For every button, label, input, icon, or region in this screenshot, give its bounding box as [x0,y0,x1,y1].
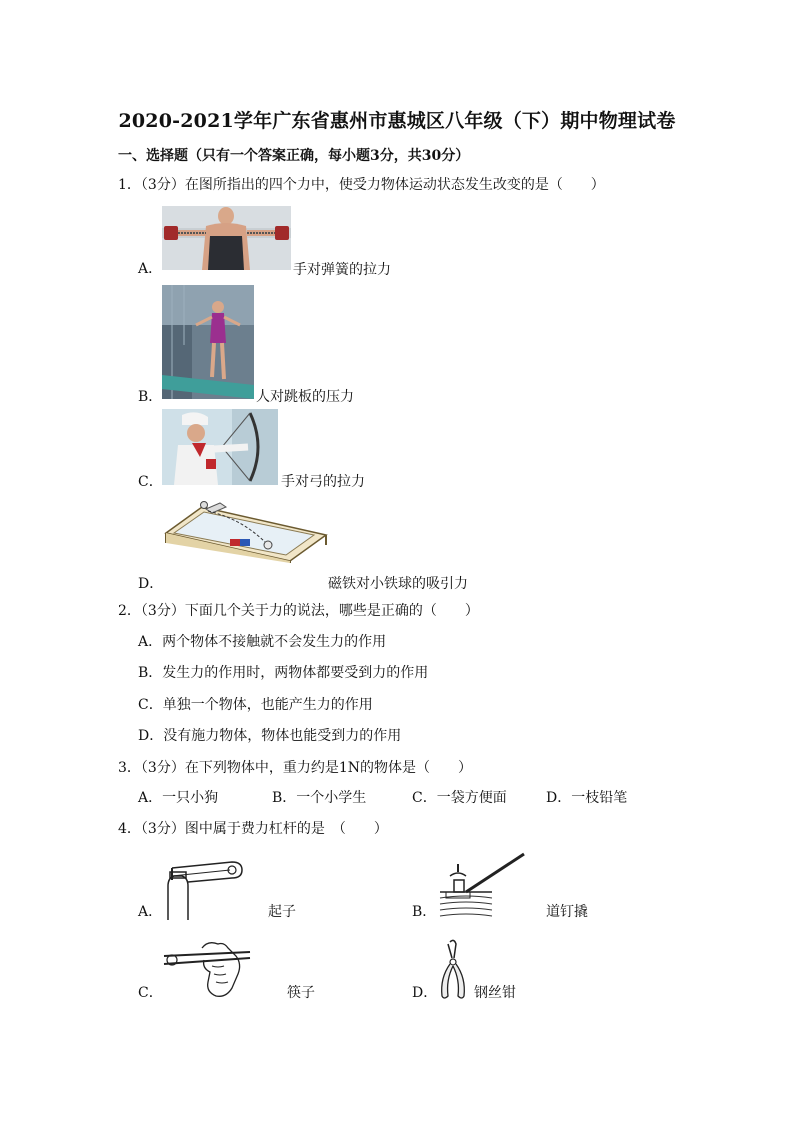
q1-option-b-letter: B． [138,389,163,405]
q3-option-a: A．一只小狗 [138,790,219,806]
q4-option-d-text: 钢丝钳 [474,985,516,1001]
question-4-stem: 4．（3分）图中属于费力杠杆的是 （ ） [118,821,388,837]
q4-option-a-letter: A． [138,904,163,920]
q1-option-d-letter: D． [138,576,164,592]
q1-option-d-text: 磁铁对小铁球的吸引力 [328,576,468,592]
q4-option-c-text: 筷子 [287,985,315,1001]
q3-option-b: B．一个小学生 [272,790,367,806]
q4-option-a-image [160,856,244,920]
q1-option-c-image [162,409,278,485]
q4-option-b-letter: B． [412,904,437,920]
q4-option-b-text: 道钉撬 [546,904,588,920]
q1-option-a-text: 手对弹簧的拉力 [293,262,391,278]
section-heading: 一、选择题（只有一个答案正确，每小题3分，共30分） [118,148,470,164]
q3-option-d: D．一枝铅笔 [546,790,628,806]
page-title: 2020-2021学年广东省惠州市惠城区八年级（下）期中物理试卷 [118,110,676,132]
q3-option-c: C．一袋方便面 [412,790,507,806]
q1-option-c-text: 手对弓的拉力 [281,474,365,490]
q1-option-c-letter: C． [138,474,163,490]
q1-option-d-image [162,497,328,563]
q2-option-a: A．两个物体不接触就不会发生力的作用 [138,634,387,650]
q4-option-d-letter: D． [412,985,438,1001]
q1-option-a-image [162,206,291,270]
q4-option-a-text: 起子 [268,904,296,920]
q1-option-b-text: 人对跳板的压力 [256,389,354,405]
q2-option-d: D．没有施力物体，物体也能受到力的作用 [138,728,402,744]
q1-option-a-letter: A． [138,261,163,277]
question-1-stem: 1．（3分）在图所指出的四个力中，使受力物体运动状态发生改变的是（ ） [118,177,605,193]
question-3-stem: 3．（3分）在下列物体中，重力约是1N的物体是（ ） [118,760,472,776]
q4-option-c-image [162,938,252,1000]
q4-option-b-image [436,852,528,922]
q4-option-d-image [436,938,470,1000]
question-2-stem: 2．（3分）下面几个关于力的说法，哪些是正确的（ ） [118,603,479,619]
q2-option-c: C．单独一个物体，也能产生力的作用 [138,697,373,713]
q1-option-b-image [162,285,254,399]
q4-option-c-letter: C． [138,985,163,1001]
q2-option-b: B．发生力的作用时，两物体都要受到力的作用 [138,665,429,681]
